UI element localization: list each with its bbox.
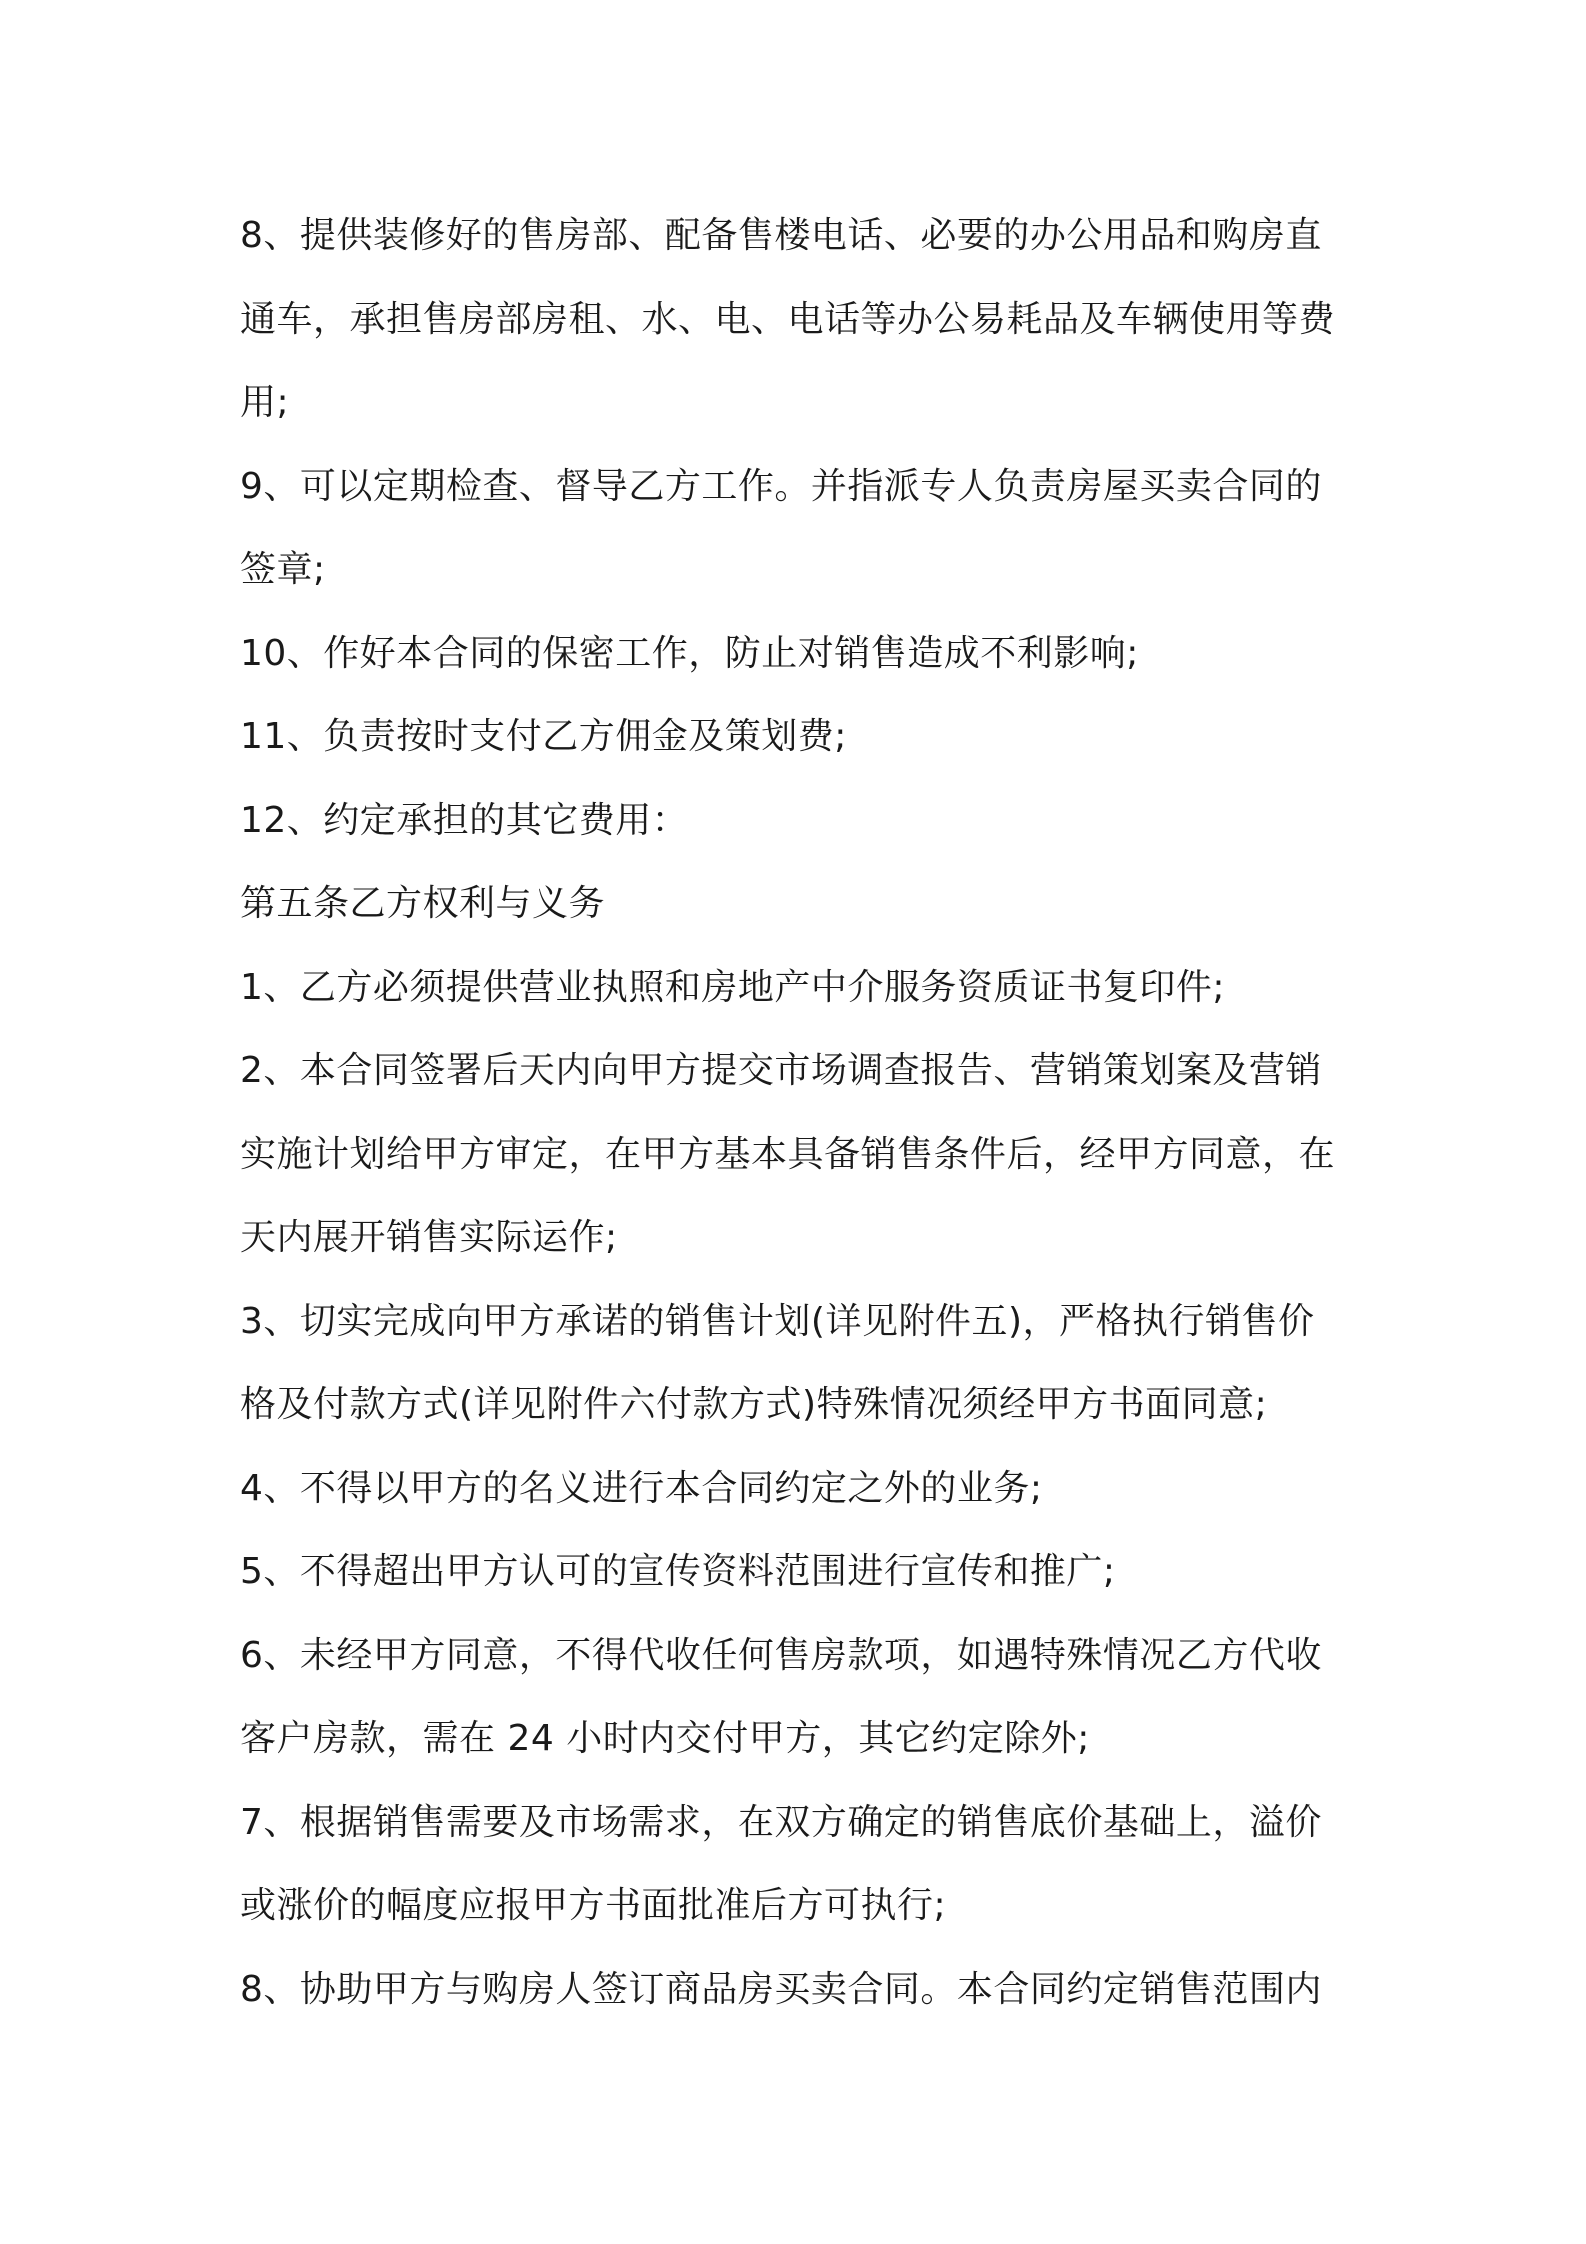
text-line: 客户房款，需在 24 小时内交付甲方，其它约定除外;	[240, 1718, 1090, 1759]
text-line: 11、负责按时支付乙方佣金及策划费;	[240, 716, 847, 757]
text-line: 通车，承担售房部房租、水、电、电话等办公易耗品及车辆使用等费	[240, 298, 1336, 340]
text-line: 实施计划给甲方审定，在甲方基本具备销售条件后，经甲方同意，在	[240, 1133, 1336, 1175]
text-line: 9、可以定期检查、督导乙方工作。并指派专人负责房屋买卖合同的	[240, 465, 1322, 507]
document-body	[240, 194, 1360, 2031]
text-line: 3、切实完成向甲方承诺的销售计划(详见附件五)，严格执行销售价	[240, 1300, 1315, 1342]
text-line: 5、不得超出甲方认可的宣传资料范围进行宣传和推广;	[240, 1551, 1116, 1592]
text-line: 12、约定承担的其它费用：	[240, 799, 689, 841]
section-heading: 第五条乙方权利与义务	[240, 883, 606, 924]
text-line: 8、提供装修好的售房部、配备售楼电话、必要的办公用品和购房直	[240, 215, 1322, 256]
text-line: 6、未经甲方同意，不得代收任何售房款项，如遇特殊情况乙方代收	[240, 1634, 1322, 1676]
text-line: 格及付款方式(详见附件六付款方式)特殊情况须经甲方书面同意;	[240, 1384, 1268, 1425]
text-line: 用;	[240, 382, 290, 423]
text-line: 2、本合同签署后天内向甲方提交市场调查报告、营销策划案及营销	[240, 1050, 1322, 1091]
text-line: 签章;	[240, 549, 326, 590]
text-line: 1、乙方必须提供营业执照和房地产中介服务资质证书复印件;	[240, 966, 1226, 1008]
text-line: 或涨价的幅度应报甲方书面批准后方可执行;	[240, 1885, 947, 1926]
text-line: 天内展开销售实际运作;	[240, 1217, 618, 1258]
text-line: 10、作好本合同的保密工作，防止对销售造成不利影响;	[240, 632, 1139, 674]
text-line: 7、根据销售需要及市场需求，在双方确定的销售底价基础上，溢价	[240, 1801, 1322, 1843]
text-line: 4、不得以甲方的名义进行本合同约定之外的业务;	[240, 1467, 1043, 1509]
text-line: 8、协助甲方与购房人签订商品房买卖合同。本合同约定销售范围内	[240, 1968, 1322, 2010]
